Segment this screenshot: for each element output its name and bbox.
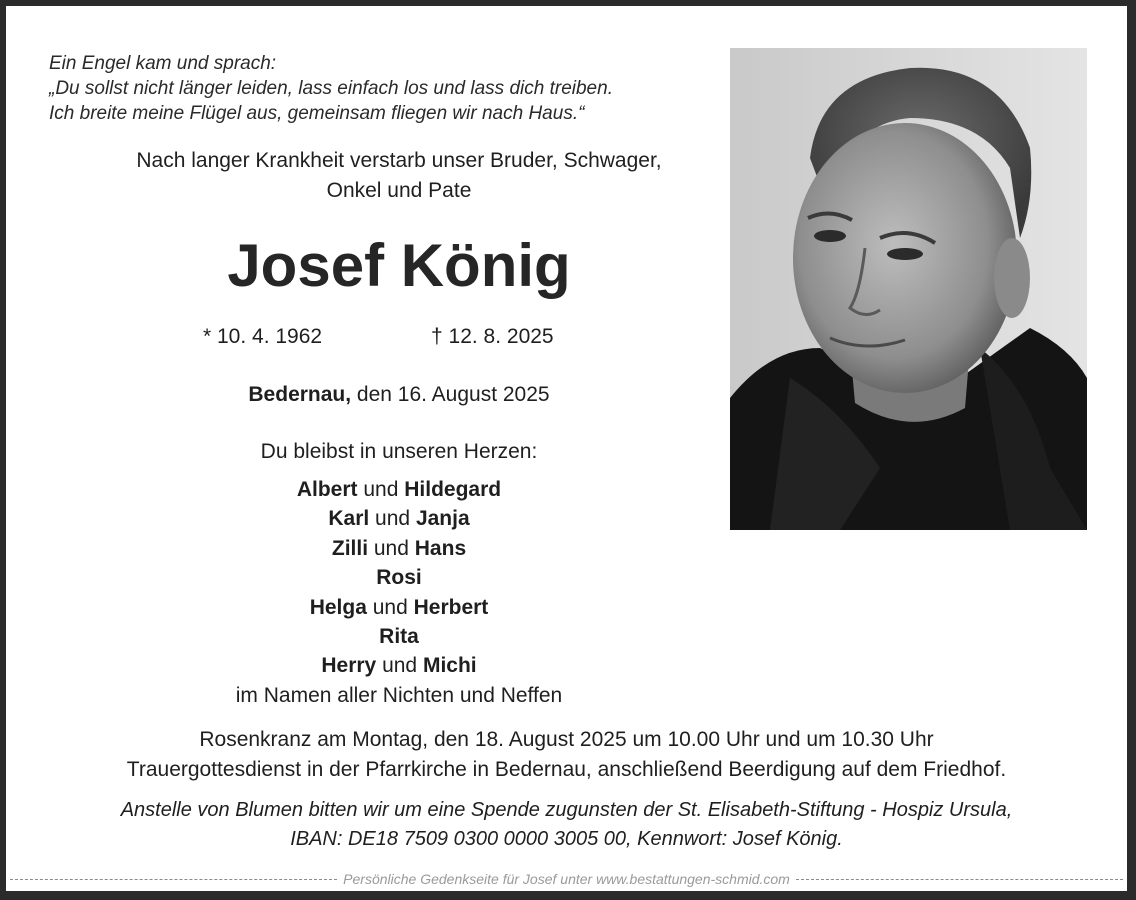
service-info bbox=[6, 725, 1127, 784]
mourner-name: Rita bbox=[379, 625, 419, 649]
footer-rule-right bbox=[796, 879, 1123, 880]
death-date: † 12. 8. 2025 bbox=[431, 325, 554, 348]
intro-text bbox=[46, 146, 752, 206]
service-line: Rosenkranz am Montag, den 18. August 2025 um 10.00 Uhr und um 10.30 Uhr bbox=[199, 728, 934, 751]
intro-line: Onkel und Pate bbox=[326, 179, 472, 202]
poem-line: Ich breite meine Flügel aus, gemeinsam fliegen wir nach Haus.“ bbox=[49, 103, 585, 124]
deceased-name: Josef König bbox=[227, 232, 571, 299]
mourners-closing: im Namen aller Nichten und Neffen bbox=[235, 683, 563, 707]
mourner-name: Hans bbox=[414, 536, 467, 560]
footer-rule-left bbox=[10, 879, 337, 880]
conjunction: und bbox=[369, 507, 416, 531]
conjunction: und bbox=[368, 536, 415, 560]
mourner-name: Karl bbox=[328, 507, 370, 531]
mourner-row bbox=[46, 593, 752, 622]
hearts-line: Du bleibst in unseren Herzen: bbox=[260, 440, 538, 463]
mourner-name: Michi bbox=[422, 654, 477, 678]
footer bbox=[10, 869, 1123, 889]
memorial-page-link[interactable]: Persönliche Gedenkseite für Josef unter www.bestattungen-schmid.com bbox=[343, 871, 790, 887]
service-line: Trauergottesdienst in der Pfarrkirche in Bedernau, anschließend Beerdigung auf dem Friedhof. bbox=[126, 757, 1007, 781]
mourner-row bbox=[46, 563, 752, 592]
mourner-row bbox=[46, 504, 752, 533]
mourner-name: Herry bbox=[321, 654, 377, 678]
mourner-row bbox=[46, 651, 752, 680]
mourner-name: Hildegard bbox=[404, 478, 502, 501]
mourner-row bbox=[46, 475, 752, 504]
poem-line: „Du sollst nicht länger leiden, lass einfach los und lass dich treiben. bbox=[49, 78, 613, 99]
mourner-name: Helga bbox=[309, 595, 367, 619]
mourner-name: Janja bbox=[415, 507, 470, 531]
conjunction: und bbox=[366, 595, 414, 619]
mourner-name: Albert bbox=[296, 478, 358, 501]
notice-date: den 16. August 2025 bbox=[351, 383, 550, 406]
poem-line: Ein Engel kam und sprach: bbox=[49, 53, 277, 74]
place-name: Bedernau, bbox=[248, 383, 352, 406]
poem-verse bbox=[49, 51, 613, 126]
donation-info bbox=[6, 796, 1127, 854]
mourner-name: Rosi bbox=[376, 566, 422, 590]
portrait-photo bbox=[730, 48, 1087, 530]
mourner-row bbox=[46, 534, 752, 563]
mourner-name: Zilli bbox=[331, 536, 369, 560]
mourner-name: Herbert bbox=[413, 595, 489, 619]
conjunction: und bbox=[357, 478, 405, 501]
obituary-notice bbox=[6, 6, 1127, 894]
intro-line: Nach langer Krankheit verstarb unser Bruder, Schwager, bbox=[136, 149, 662, 172]
mourners-list bbox=[46, 475, 752, 710]
donation-line: Anstelle von Blumen bitten wir um eine Spende zugunsten der St. Elisabeth-Stiftung - Hospiz Ursula, bbox=[120, 799, 1013, 821]
donation-line: IBAN: DE18 7509 0300 0000 3005 00, Kennwort: Josef König. bbox=[290, 828, 843, 850]
place-and-date bbox=[46, 380, 752, 410]
birth-date: * 10. 4. 1962 bbox=[203, 325, 323, 348]
conjunction: und bbox=[376, 654, 423, 678]
mourner-row bbox=[46, 622, 752, 651]
